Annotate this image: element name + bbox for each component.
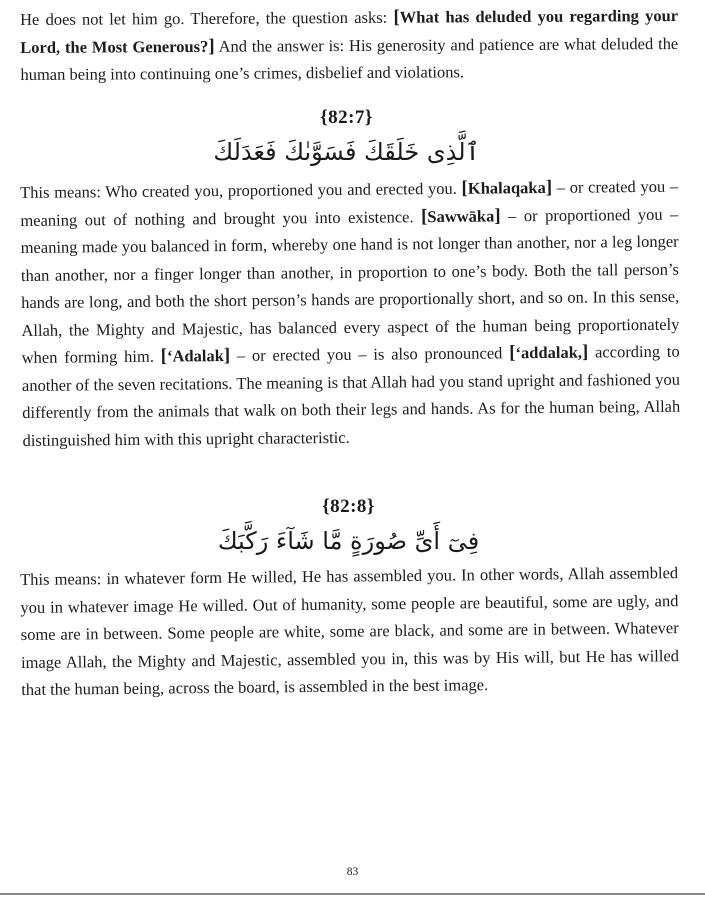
bracket-open: [ [393,6,400,28]
bracket-open: [ [160,345,168,367]
bottom-edge-rule [0,893,705,895]
paragraph-2-text-c: – or proportioned you – meaning made you balanced in form, whereby one hand is not longer than another, nor a leg longer than another, nor a finger longer than another, in proportion to one’s body. Both the tall person’s hands are long, and both the short person’s hands are proportionally short, and so on. In this sense, Allah, the Mighty and Majestic, has balanced every aspect of the human being proportionately when forming him. [20,204,680,367]
page-number: 83 [346,866,359,878]
arabic-verse-82-7: ٱلَّذِى خَلَقَكَ فَسَوَّىٰكَ فَعَدَلَكَ [213,138,480,166]
bracket-close: ] [208,35,215,57]
verse-reference-82-8: {82:8} [322,496,375,517]
verse-reference-82-7: {82:7} [320,107,373,128]
paragraph-2-text-b: – or created you – meaning out of nothing and brought you into existence. [20,176,679,230]
paragraph-2-text-d: – or erected you – is also pronounced [230,343,510,365]
paragraph-1-text-b: And the answer is: His generosity and patience are what deluded the human being into continuing one’s crimes, disbelief and violations. [20,33,679,84]
term-addalak: ‘addalak, [515,342,583,363]
bracket-close: ] [494,204,501,226]
term-khalaqaka: Khalaqaka [467,177,546,198]
paragraph-1-text-a: He does not let him go. Therefore, the question asks: [20,7,394,29]
term-sawwaka: Sawwāka [427,205,495,226]
paragraph-2-text-e: according to another of the seven recitations. The meaning is that Allah had you stand upright and fashioned you differently from the animals that walk on both their legs and hands. As for the human being, Allah distinguished him with this upright characteristic. [21,341,681,450]
paragraph-2-text-a: This means: Who created you, proportioned you and erected you. [20,178,462,202]
bracket-close: ] [223,344,231,367]
bracket-open: [ [509,342,516,364]
paragraph-1 [20,2,678,89]
bracket-close: ] [545,176,553,198]
paragraph-3: This means: in whatever form He willed, He has assembled you. In other words, Allah assembled you in whatever image He willed. Out of humanity, some people are beautiful, some are ugly, and some are in between. Some people are white, some are black, and some are in between. Whatever image Allah, the Mighty and Majestic, assembled you in, this was by His will, but He has willed that the human being, across the board, is assembled in the best image. [20,563,680,699]
paragraph-2 [20,173,681,454]
bracket-close: ] [581,341,589,363]
term-adalak: ‘Adalak [166,346,224,366]
bracket-open: [ [420,205,428,227]
quoted-question: What has deluded you regarding your Lord, the Most Generous? [20,5,679,57]
bracket-open: [ [461,177,468,199]
arabic-verse-82-8: فِىٓ أَىِّ صُورَةٍ مَّا شَآءَ رَكَّبَكَ [217,527,480,555]
